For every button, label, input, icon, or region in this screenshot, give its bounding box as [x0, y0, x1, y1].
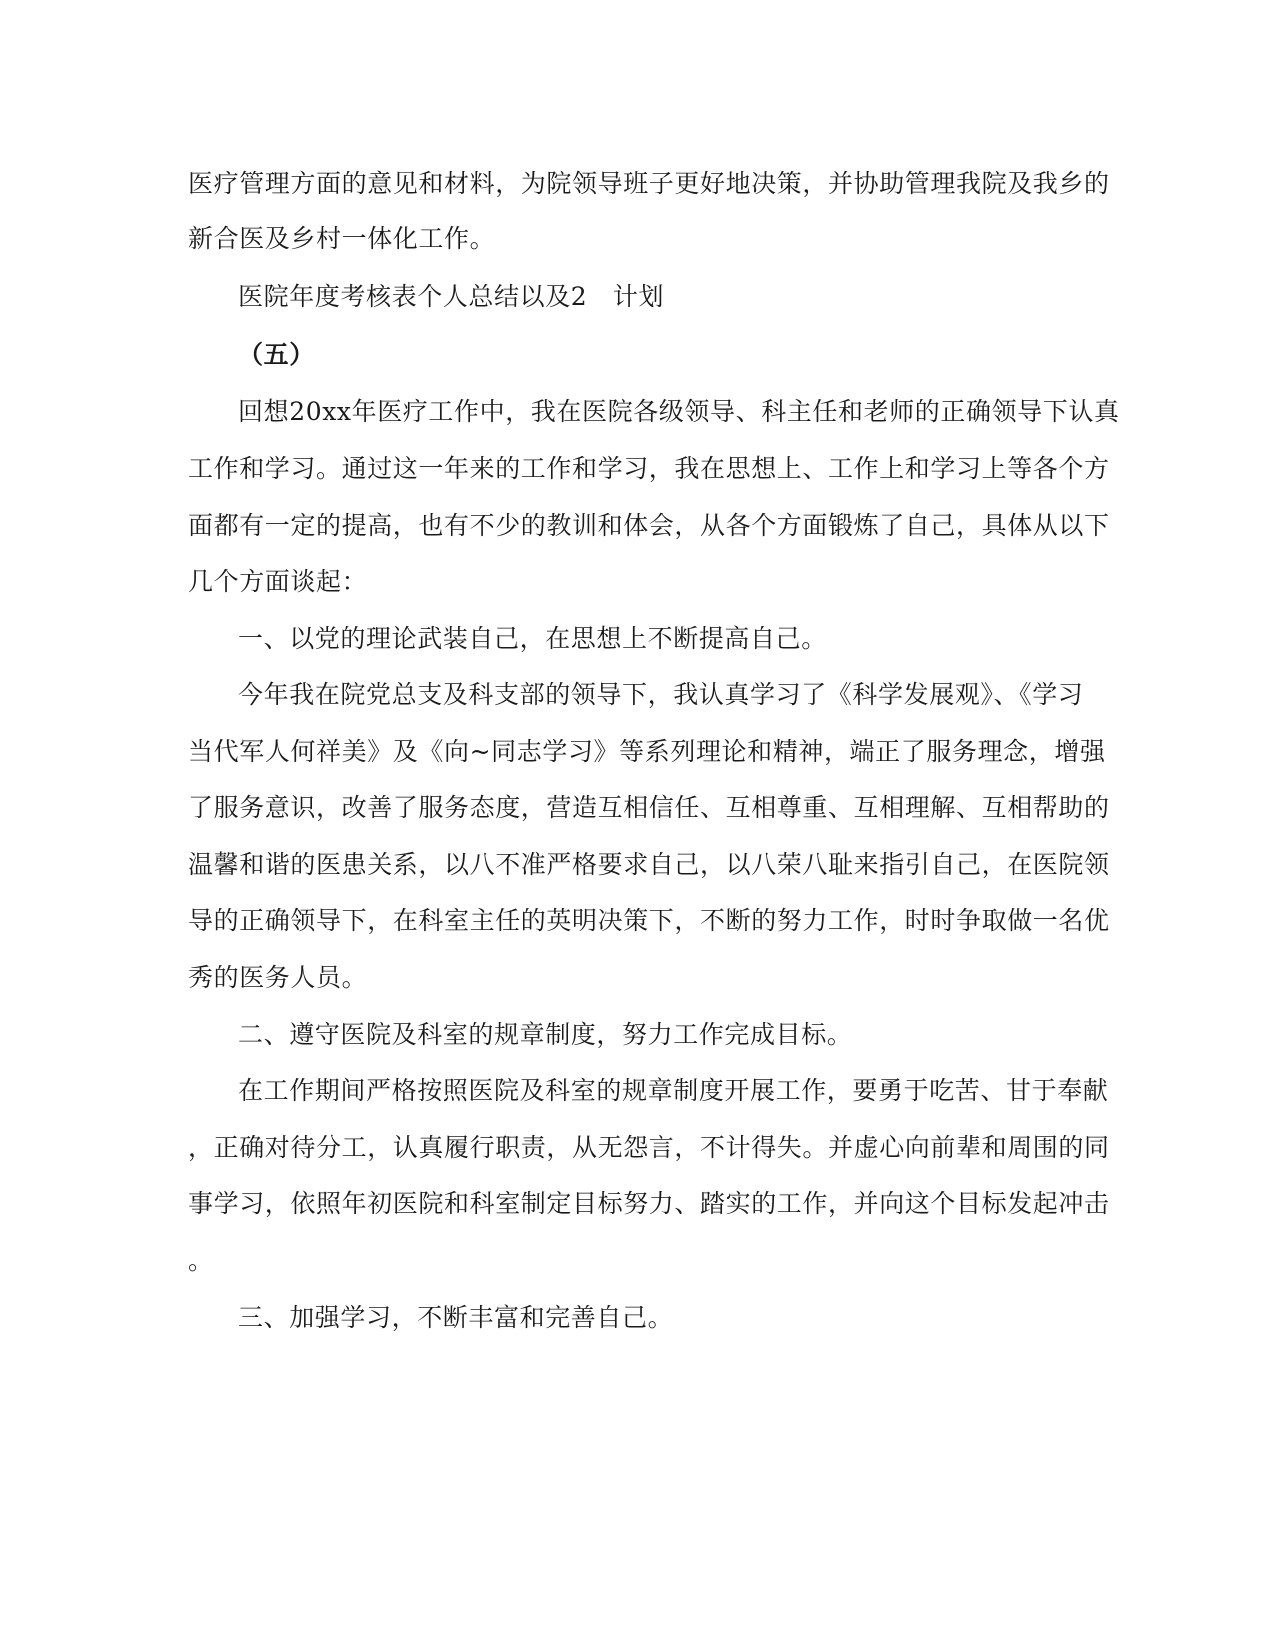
heading-line: 一、以党的理论武装自己，在思想上不断提高自己。: [238, 624, 827, 653]
paragraph-line: ，正确对待分工，认真履行职责，从无怨言，不计得失。并虚心向前辈和周围的同: [188, 1133, 1110, 1162]
paragraph-line: 新合医及乡村一体化工作。: [188, 224, 496, 253]
section-number: （五）: [238, 340, 315, 369]
heading-line: 二、遵守医院及科室的规章制度，努力工作完成目标。: [238, 1020, 853, 1049]
paragraph-line: 工作和学习。通过这一年来的工作和学习，我在思想上、工作上和学习上等各个方: [188, 454, 1110, 483]
paragraph-line: 面都有一定的提高，也有不少的教训和体会，从各个方面锻炼了自己，具体从以下: [188, 511, 1110, 540]
paragraph-line: 当代军人何祥美》及《向~同志学习》等系列理论和精神，端正了服务理念，增强: [188, 737, 1106, 766]
heading-line: 三、加强学习，不断丰富和完善自己。: [238, 1303, 674, 1332]
paragraph-line: 秀的医务人员。: [188, 963, 368, 992]
paragraph-line: 回想20xx年医疗工作中，我在医院各级领导、科主任和老师的正确领导下认真: [238, 397, 1120, 426]
paragraph-line: 了服务意识，改善了服务态度，营造互相信任、互相尊重、互相理解、互相帮助的: [188, 793, 1110, 822]
paragraph-line: 事学习，依照年初医院和科室制定目标努力、踏实的工作，并向这个目标发起冲击: [188, 1189, 1110, 1218]
paragraph-line: 几个方面谈起：: [188, 567, 368, 596]
paragraph-line: 。: [188, 1246, 214, 1275]
paragraph-line: 导的正确领导下，在科室主任的英明决策下，不断的努力工作，时时争取做一名优: [188, 906, 1110, 935]
section-title: 医院年度考核表个人总结以及2 计划: [238, 282, 665, 311]
paragraph-line: 今年我在院党总支及科支部的领导下，我认真学习了《科学发展观》、《学习: [238, 680, 1084, 709]
paragraph-line: 在工作期间严格按照医院及科室的规章制度开展工作，要勇于吃苦、甘于奉献: [238, 1076, 1109, 1105]
paragraph-line: 温馨和谐的医患关系，以八不准严格要求自己，以八荣八耻来指引自己，在医院领: [188, 850, 1110, 879]
paragraph-line: 医疗管理方面的意见和材料，为院领导班子更好地决策，并协助管理我院及我乡的: [188, 169, 1110, 198]
